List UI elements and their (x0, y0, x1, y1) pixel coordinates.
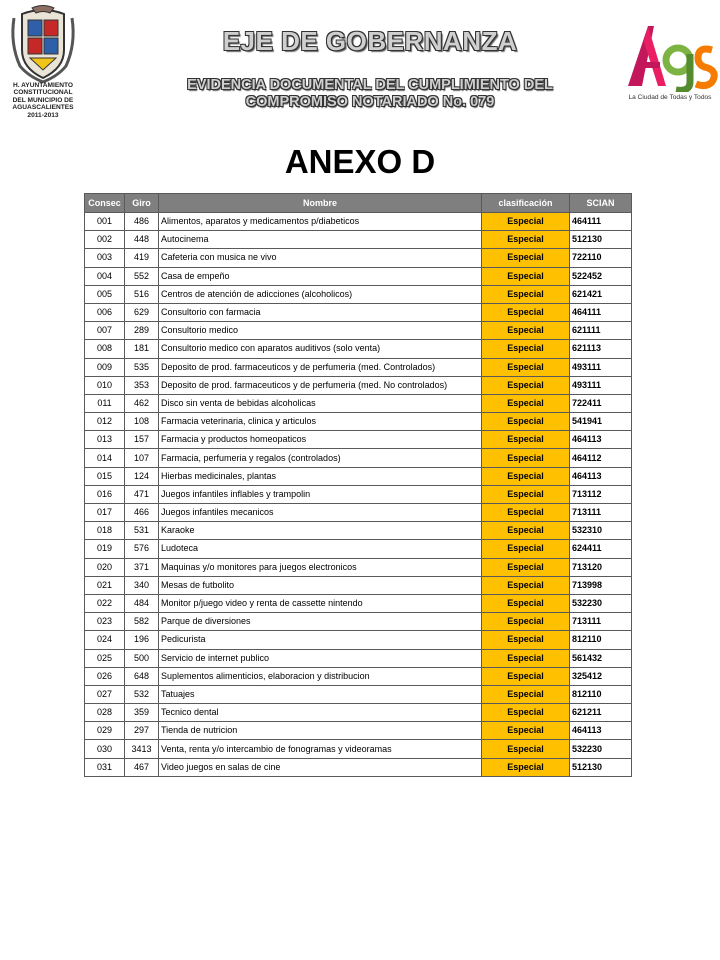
cell-scian: 464112 (570, 449, 632, 467)
cell-consec: 011 (85, 394, 125, 412)
cell-scian: 713111 (570, 613, 632, 631)
cell-clasificacion: Especial (482, 540, 570, 558)
cell-consec: 012 (85, 413, 125, 431)
cell-consec: 031 (85, 758, 125, 776)
cell-nombre: Alimentos, aparatos y medicamentos p/diabeticos (159, 213, 482, 231)
table-row (85, 667, 632, 685)
cell-nombre: Venta, renta y/o intercambio de fonogramas y videoramas (159, 740, 482, 758)
table-row (85, 467, 632, 485)
cell-scian: 325412 (570, 667, 632, 685)
business-types-table (84, 193, 632, 777)
cell-clasificacion: Especial (482, 667, 570, 685)
cell-giro: 448 (125, 231, 159, 249)
cell-nombre: Centros de atención de adicciones (alcoholicos) (159, 285, 482, 303)
cell-clasificacion: Especial (482, 449, 570, 467)
table-row (85, 285, 632, 303)
cell-scian: 512130 (570, 758, 632, 776)
cell-giro: 196 (125, 631, 159, 649)
cell-scian: 812110 (570, 631, 632, 649)
table-row (85, 704, 632, 722)
cell-giro: 582 (125, 613, 159, 631)
cell-nombre: Hierbas medicinales, plantas (159, 467, 482, 485)
cell-nombre: Parque de diversiones (159, 613, 482, 631)
cell-consec: 010 (85, 376, 125, 394)
cell-clasificacion: Especial (482, 758, 570, 776)
seal-caption-line: CONSTITUCIONAL (13, 89, 73, 97)
cell-scian: 512130 (570, 231, 632, 249)
subtitle-line-2: COMPROMISO NOTARIADO No. 079 (245, 94, 495, 110)
table-row (85, 431, 632, 449)
table-row (85, 322, 632, 340)
cell-nombre: Suplementos alimenticios, elaboracion y distribucion (159, 667, 482, 685)
cell-giro: 648 (125, 667, 159, 685)
cell-scian: 464113 (570, 467, 632, 485)
cell-scian: 722110 (570, 249, 632, 267)
table-row (85, 740, 632, 758)
cell-clasificacion: Especial (482, 740, 570, 758)
cell-nombre: Juegos infantiles mecanicos (159, 504, 482, 522)
cell-clasificacion: Especial (482, 631, 570, 649)
table-row (85, 449, 632, 467)
seal-caption-line: AGUASCALIENTES (12, 104, 74, 112)
cell-consec: 022 (85, 594, 125, 612)
cell-giro: 289 (125, 322, 159, 340)
column-header-consec: Consec (85, 194, 125, 213)
cell-nombre: Monitor p/juego video y renta de cassette nintendo (159, 594, 482, 612)
cell-scian: 532230 (570, 594, 632, 612)
cell-giro: 516 (125, 285, 159, 303)
table-row (85, 613, 632, 631)
table-row (85, 413, 632, 431)
cell-nombre: Farmacia y productos homeopaticos (159, 431, 482, 449)
cell-scian: 722411 (570, 394, 632, 412)
cell-nombre: Disco sin venta de bebidas alcoholicas (159, 394, 482, 412)
cell-scian: 493111 (570, 376, 632, 394)
cell-scian: 713112 (570, 485, 632, 503)
table-row (85, 722, 632, 740)
table-row (85, 594, 632, 612)
cell-consec: 021 (85, 576, 125, 594)
table-body (85, 213, 632, 777)
cell-giro: 471 (125, 485, 159, 503)
cell-consec: 023 (85, 613, 125, 631)
cell-nombre: Mesas de futbolito (159, 576, 482, 594)
cell-consec: 015 (85, 467, 125, 485)
cell-consec: 006 (85, 303, 125, 321)
table-row (85, 303, 632, 321)
cell-clasificacion: Especial (482, 394, 570, 412)
ags-logo (622, 20, 718, 92)
cell-consec: 008 (85, 340, 125, 358)
cell-nombre: Autocinema (159, 231, 482, 249)
cell-scian: 624411 (570, 540, 632, 558)
cell-scian: 621211 (570, 704, 632, 722)
cell-giro: 500 (125, 649, 159, 667)
cell-nombre: Farmacia veterinaria, clinica y articulos (159, 413, 482, 431)
column-header-giro: Giro (125, 194, 159, 213)
cell-nombre: Juegos infantiles inflables y trampolin (159, 485, 482, 503)
cell-scian: 532230 (570, 740, 632, 758)
cell-consec: 020 (85, 558, 125, 576)
cell-consec: 018 (85, 522, 125, 540)
cell-clasificacion: Especial (482, 613, 570, 631)
cell-giro: 552 (125, 267, 159, 285)
cell-scian: 621113 (570, 340, 632, 358)
cell-scian: 464111 (570, 303, 632, 321)
table-row (85, 685, 632, 703)
cell-giro: 467 (125, 758, 159, 776)
table-row (85, 485, 632, 503)
cell-giro: 3413 (125, 740, 159, 758)
cell-giro: 629 (125, 303, 159, 321)
cell-clasificacion: Especial (482, 704, 570, 722)
cell-clasificacion: Especial (482, 303, 570, 321)
cell-giro: 419 (125, 249, 159, 267)
cell-consec: 013 (85, 431, 125, 449)
cell-consec: 029 (85, 722, 125, 740)
cell-clasificacion: Especial (482, 231, 570, 249)
cell-clasificacion: Especial (482, 558, 570, 576)
cell-giro: 535 (125, 358, 159, 376)
cell-nombre: Deposito de prod. farmaceuticos y de perfumeria (med. No controlados) (159, 376, 482, 394)
table-row (85, 267, 632, 285)
cell-nombre: Farmacia, perfumeria y regalos (controlados) (159, 449, 482, 467)
cell-consec: 001 (85, 213, 125, 231)
cell-clasificacion: Especial (482, 522, 570, 540)
document-title: EJE DE GOBERNANZA (222, 26, 518, 56)
table-row (85, 394, 632, 412)
table-row (85, 522, 632, 540)
cell-clasificacion: Especial (482, 322, 570, 340)
column-header-clasificacion: clasificación (482, 194, 570, 213)
cell-nombre: Tatuajes (159, 685, 482, 703)
seal-caption-line: 2011-2013 (27, 111, 59, 119)
cell-consec: 014 (85, 449, 125, 467)
cell-giro: 108 (125, 413, 159, 431)
table-row (85, 758, 632, 776)
cell-consec: 026 (85, 667, 125, 685)
municipal-seal-image (6, 4, 80, 84)
table-row (85, 376, 632, 394)
cell-scian: 713111 (570, 504, 632, 522)
cell-consec: 002 (85, 231, 125, 249)
ags-tagline: La Ciudad de Todas y Todos (628, 94, 712, 101)
cell-consec: 004 (85, 267, 125, 285)
cell-nombre: Deposito de prod. farmaceuticos y de perfumeria (med. Controlados) (159, 358, 482, 376)
cell-clasificacion: Especial (482, 594, 570, 612)
table-row (85, 631, 632, 649)
cell-clasificacion: Especial (482, 340, 570, 358)
cell-nombre: Pedicurista (159, 631, 482, 649)
cell-clasificacion: Especial (482, 267, 570, 285)
cell-giro: 353 (125, 376, 159, 394)
cell-nombre: Consultorio medico (159, 322, 482, 340)
cell-clasificacion: Especial (482, 249, 570, 267)
cell-consec: 027 (85, 685, 125, 703)
cell-giro: 107 (125, 449, 159, 467)
cell-scian: 464113 (570, 431, 632, 449)
cell-scian: 713998 (570, 576, 632, 594)
seal-caption-line: DEL MUNICIPIO DE (12, 96, 74, 104)
table-row (85, 213, 632, 231)
cell-scian: 621111 (570, 322, 632, 340)
cell-clasificacion: Especial (482, 576, 570, 594)
cell-scian: 464111 (570, 213, 632, 231)
cell-scian: 532310 (570, 522, 632, 540)
cell-clasificacion: Especial (482, 376, 570, 394)
table-row (85, 340, 632, 358)
cell-scian: 522452 (570, 267, 632, 285)
cell-clasificacion: Especial (482, 504, 570, 522)
cell-clasificacion: Especial (482, 685, 570, 703)
cell-giro: 340 (125, 576, 159, 594)
cell-clasificacion: Especial (482, 722, 570, 740)
table-header-row (85, 194, 632, 213)
cell-consec: 005 (85, 285, 125, 303)
cell-giro: 484 (125, 594, 159, 612)
cell-consec: 030 (85, 740, 125, 758)
cell-clasificacion: Especial (482, 413, 570, 431)
cell-nombre: Tienda de nutricion (159, 722, 482, 740)
cell-giro: 181 (125, 340, 159, 358)
cell-scian: 713120 (570, 558, 632, 576)
cell-giro: 359 (125, 704, 159, 722)
table-row (85, 504, 632, 522)
cell-scian: 464113 (570, 722, 632, 740)
subtitle-line-1: EVIDENCIA DOCUMENTAL DEL CUMPLIMIENTO DEL (187, 77, 553, 93)
cell-scian: 812110 (570, 685, 632, 703)
cell-nombre: Maquinas y/o monitores para juegos electronicos (159, 558, 482, 576)
table-row (85, 231, 632, 249)
column-header-nombre: Nombre (159, 194, 482, 213)
cell-scian: 621421 (570, 285, 632, 303)
table-row (85, 649, 632, 667)
column-header-scian: SCIAN (570, 194, 632, 213)
cell-clasificacion: Especial (482, 467, 570, 485)
cell-nombre: Consultorio con farmacia (159, 303, 482, 321)
cell-scian: 541941 (570, 413, 632, 431)
cell-consec: 017 (85, 504, 125, 522)
cell-giro: 371 (125, 558, 159, 576)
cell-giro: 124 (125, 467, 159, 485)
table-row (85, 249, 632, 267)
cell-giro: 486 (125, 213, 159, 231)
cell-giro: 532 (125, 685, 159, 703)
annex-title: ANEXO D (284, 143, 436, 180)
cell-nombre: Consultorio medico con aparatos auditivos (solo venta) (159, 340, 482, 358)
cell-giro: 466 (125, 504, 159, 522)
cell-clasificacion: Especial (482, 649, 570, 667)
cell-clasificacion: Especial (482, 285, 570, 303)
table-row (85, 576, 632, 594)
cell-nombre: Casa de empeño (159, 267, 482, 285)
cell-giro: 462 (125, 394, 159, 412)
cell-consec: 028 (85, 704, 125, 722)
table-row (85, 540, 632, 558)
cell-scian: 493111 (570, 358, 632, 376)
cell-nombre: Karaoke (159, 522, 482, 540)
cell-giro: 531 (125, 522, 159, 540)
cell-nombre: Video juegos en salas de cine (159, 758, 482, 776)
cell-nombre: Servicio de internet publico (159, 649, 482, 667)
cell-consec: 025 (85, 649, 125, 667)
cell-nombre: Cafeteria con musica ne vivo (159, 249, 482, 267)
cell-consec: 016 (85, 485, 125, 503)
cell-consec: 019 (85, 540, 125, 558)
cell-clasificacion: Especial (482, 358, 570, 376)
cell-consec: 024 (85, 631, 125, 649)
document-subtitle (120, 77, 620, 111)
cell-giro: 157 (125, 431, 159, 449)
cell-giro: 297 (125, 722, 159, 740)
cell-nombre: Tecnico dental (159, 704, 482, 722)
cell-consec: 003 (85, 249, 125, 267)
cell-scian: 561432 (570, 649, 632, 667)
cell-consec: 009 (85, 358, 125, 376)
cell-consec: 007 (85, 322, 125, 340)
seal-caption (0, 82, 86, 119)
cell-nombre: Ludoteca (159, 540, 482, 558)
seal-caption-line: H. AYUNTAMIENTO (12, 82, 74, 89)
cell-giro: 576 (125, 540, 159, 558)
cell-clasificacion: Especial (482, 485, 570, 503)
table-row (85, 358, 632, 376)
table-row (85, 558, 632, 576)
cell-clasificacion: Especial (482, 213, 570, 231)
cell-clasificacion: Especial (482, 431, 570, 449)
